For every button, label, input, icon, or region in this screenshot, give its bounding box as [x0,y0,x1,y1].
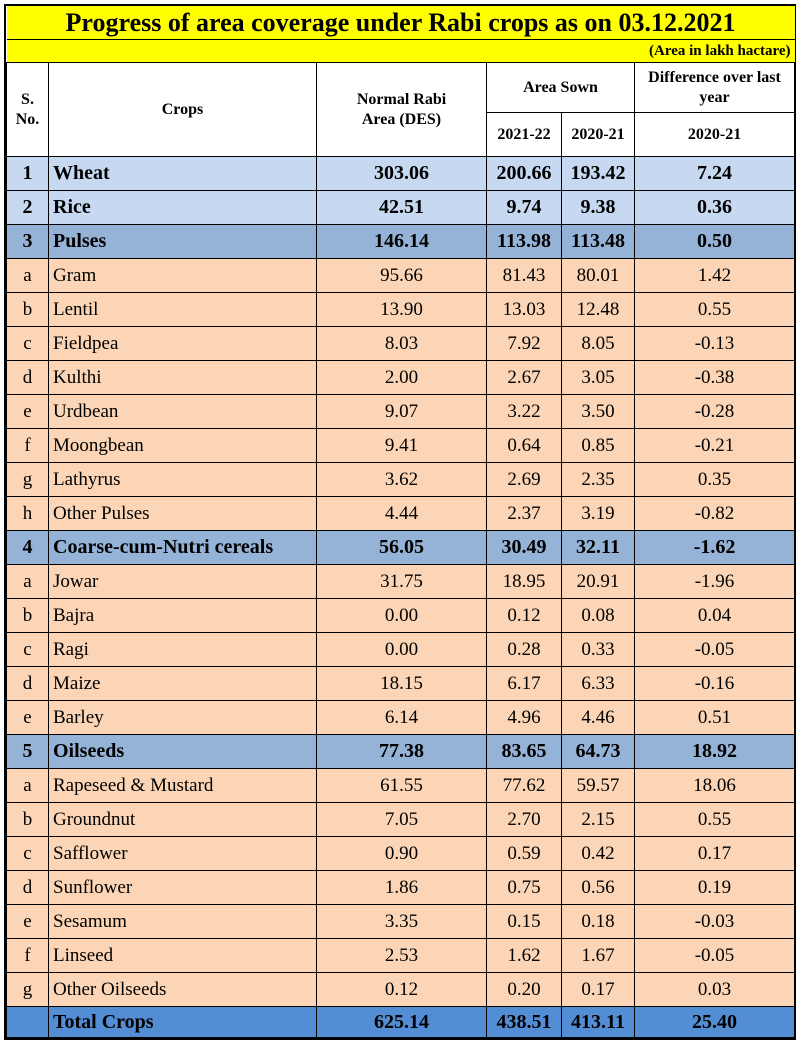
row-difference: 0.19 [635,871,795,905]
header-area-sown: Area Sown [487,63,635,113]
table-row [7,667,795,701]
row-normal-area: 0.00 [317,599,487,633]
row-sno: b [7,803,49,837]
table-row [7,497,795,531]
table-row [7,973,795,1007]
table-row [7,803,795,837]
row-sno: c [7,837,49,871]
row-area-2021-22: 200.66 [487,157,562,191]
row-area-2021-22: 13.03 [487,293,562,327]
row-sno: a [7,769,49,803]
row-difference: 0.50 [635,225,795,259]
row-sno: f [7,429,49,463]
row-area-2020-21: 0.18 [562,905,635,939]
table-row [7,395,795,429]
row-area-2021-22: 81.43 [487,259,562,293]
row-area-2021-22: 0.12 [487,599,562,633]
row-normal-area: 3.35 [317,905,487,939]
row-normal-area: 9.07 [317,395,487,429]
row-difference: 0.36 [635,191,795,225]
row-sno: a [7,259,49,293]
header-crops: Crops [49,63,317,157]
page-title: Progress of area coverage under Rabi crops as on 03.12.2021 [7,6,795,40]
row-normal-area: 0.00 [317,633,487,667]
row-sno: h [7,497,49,531]
row-sno: c [7,633,49,667]
row-crop: Kulthi [49,361,317,395]
table-row [7,327,795,361]
table-row [7,769,795,803]
table-row [7,429,795,463]
row-difference: 25.40 [635,1007,795,1038]
table-row [7,463,795,497]
row-area-2021-22: 0.15 [487,905,562,939]
row-area-2020-21: 20.91 [562,565,635,599]
row-crop: Rice [49,191,317,225]
table-row [7,157,795,191]
row-normal-area: 0.90 [317,837,487,871]
row-area-2021-22: 4.96 [487,701,562,735]
row-area-2021-22: 30.49 [487,531,562,565]
row-normal-area: 18.15 [317,667,487,701]
row-normal-area: 95.66 [317,259,487,293]
table-row [7,871,795,905]
row-area-2021-22: 2.37 [487,497,562,531]
row-normal-area: 625.14 [317,1007,487,1038]
table-row [7,361,795,395]
row-crop: Groundnut [49,803,317,837]
row-area-2020-21: 59.57 [562,769,635,803]
row-difference: 18.06 [635,769,795,803]
row-area-2020-21: 0.33 [562,633,635,667]
row-sno: b [7,293,49,327]
table-row [7,565,795,599]
row-area-2021-22: 6.17 [487,667,562,701]
row-crop: Jowar [49,565,317,599]
row-sno: e [7,701,49,735]
row-crop: Ragi [49,633,317,667]
row-sno: 5 [7,735,49,769]
row-crop: Moongbean [49,429,317,463]
row-sno: d [7,361,49,395]
row-area-2021-22: 0.64 [487,429,562,463]
row-sno: f [7,939,49,973]
table-row [7,225,795,259]
row-area-2021-22: 18.95 [487,565,562,599]
table-row [7,259,795,293]
table-row [7,701,795,735]
row-sno: d [7,871,49,905]
row-difference: -0.38 [635,361,795,395]
row-area-2020-21: 0.85 [562,429,635,463]
row-area-2021-22: 2.69 [487,463,562,497]
row-area-2021-22: 0.20 [487,973,562,1007]
row-sno: e [7,905,49,939]
row-area-2020-21: 113.48 [562,225,635,259]
row-normal-area: 3.62 [317,463,487,497]
row-crop: Barley [49,701,317,735]
row-area-2021-22: 113.98 [487,225,562,259]
rabi-crop-table [6,6,795,1038]
row-crop: Pulses [49,225,317,259]
row-sno: 1 [7,157,49,191]
row-area-2020-21: 193.42 [562,157,635,191]
row-area-2020-21: 0.56 [562,871,635,905]
row-crop: Coarse-cum-Nutri cereals [49,531,317,565]
row-crop: Lathyrus [49,463,317,497]
row-sno: e [7,395,49,429]
row-difference: 0.04 [635,599,795,633]
row-difference: -1.96 [635,565,795,599]
row-crop: Other Pulses [49,497,317,531]
header-normal-area: Normal Rabi Area (DES) [317,63,487,157]
row-normal-area: 2.53 [317,939,487,973]
row-normal-area: 8.03 [317,327,487,361]
row-normal-area: 2.00 [317,361,487,395]
header-difference: Difference over last year [635,63,795,113]
row-difference: -0.05 [635,633,795,667]
row-area-2021-22: 0.28 [487,633,562,667]
row-area-2021-22: 2.67 [487,361,562,395]
row-difference: 0.55 [635,293,795,327]
row-normal-area: 13.90 [317,293,487,327]
row-crop: Oilseeds [49,735,317,769]
table-row [7,191,795,225]
row-crop: Sunflower [49,871,317,905]
row-area-2020-21: 12.48 [562,293,635,327]
row-difference: 1.42 [635,259,795,293]
rabi-progress-sheet [4,4,796,1040]
row-sno: c [7,327,49,361]
row-difference: -0.13 [635,327,795,361]
row-area-2021-22: 77.62 [487,769,562,803]
row-crop: Urdbean [49,395,317,429]
row-difference: 18.92 [635,735,795,769]
row-area-2020-21: 3.19 [562,497,635,531]
row-sno: 4 [7,531,49,565]
row-difference: 7.24 [635,157,795,191]
row-area-2020-21: 413.11 [562,1007,635,1038]
row-normal-area: 77.38 [317,735,487,769]
row-difference: 0.55 [635,803,795,837]
row-normal-area: 1.86 [317,871,487,905]
table-row [7,837,795,871]
row-normal-area: 146.14 [317,225,487,259]
table-row [7,735,795,769]
row-area-2020-21: 64.73 [562,735,635,769]
row-difference: -0.82 [635,497,795,531]
row-area-2020-21: 0.42 [562,837,635,871]
row-crop: Linseed [49,939,317,973]
row-area-2021-22: 7.92 [487,327,562,361]
row-crop: Wheat [49,157,317,191]
row-normal-area: 9.41 [317,429,487,463]
row-normal-area: 42.51 [317,191,487,225]
table-row [7,293,795,327]
row-normal-area: 7.05 [317,803,487,837]
row-difference: 0.51 [635,701,795,735]
row-normal-area: 56.05 [317,531,487,565]
row-difference: 0.17 [635,837,795,871]
row-area-2020-21: 1.67 [562,939,635,973]
row-sno: g [7,973,49,1007]
unit-note: (Area in lakh hactare) [7,40,795,63]
row-sno: 3 [7,225,49,259]
table-row [7,905,795,939]
row-difference: 0.03 [635,973,795,1007]
row-difference: -0.28 [635,395,795,429]
row-crop: Fieldpea [49,327,317,361]
table-row [7,599,795,633]
row-area-2020-21: 2.15 [562,803,635,837]
row-area-2021-22: 438.51 [487,1007,562,1038]
row-crop: Gram [49,259,317,293]
row-area-2020-21: 0.08 [562,599,635,633]
row-difference: -1.62 [635,531,795,565]
row-normal-area: 61.55 [317,769,487,803]
row-sno: d [7,667,49,701]
row-area-2021-22: 2.70 [487,803,562,837]
table-row [7,531,795,565]
row-sno [7,1007,49,1038]
row-area-2021-22: 9.74 [487,191,562,225]
row-area-2020-21: 4.46 [562,701,635,735]
row-area-2021-22: 83.65 [487,735,562,769]
row-area-2020-21: 3.05 [562,361,635,395]
row-crop: Rapeseed & Mustard [49,769,317,803]
row-area-2021-22: 0.59 [487,837,562,871]
row-sno: a [7,565,49,599]
row-difference: -0.03 [635,905,795,939]
row-area-2021-22: 1.62 [487,939,562,973]
table-row [7,1007,795,1038]
row-sno: b [7,599,49,633]
row-crop: Total Crops [49,1007,317,1038]
row-normal-area: 6.14 [317,701,487,735]
row-area-2021-22: 3.22 [487,395,562,429]
row-crop: Sesamum [49,905,317,939]
row-difference: -0.16 [635,667,795,701]
row-area-2020-21: 6.33 [562,667,635,701]
row-crop: Other Oilseeds [49,973,317,1007]
row-area-2020-21: 0.17 [562,973,635,1007]
row-crop: Bajra [49,599,317,633]
row-area-2020-21: 8.05 [562,327,635,361]
header-year-2020-21: 2020-21 [562,113,635,157]
table-row [7,939,795,973]
row-sno: g [7,463,49,497]
row-normal-area: 4.44 [317,497,487,531]
row-difference: -0.21 [635,429,795,463]
row-area-2020-21: 9.38 [562,191,635,225]
row-area-2020-21: 32.11 [562,531,635,565]
row-crop: Lentil [49,293,317,327]
row-crop: Safflower [49,837,317,871]
row-crop: Maize [49,667,317,701]
row-difference: 0.35 [635,463,795,497]
row-area-2021-22: 0.75 [487,871,562,905]
row-sno: 2 [7,191,49,225]
row-area-2020-21: 80.01 [562,259,635,293]
row-area-2020-21: 2.35 [562,463,635,497]
row-normal-area: 31.75 [317,565,487,599]
row-area-2020-21: 3.50 [562,395,635,429]
row-normal-area: 0.12 [317,973,487,1007]
row-difference: -0.05 [635,939,795,973]
header-difference-year: 2020-21 [635,113,795,157]
row-normal-area: 303.06 [317,157,487,191]
header-year-2021-22: 2021-22 [487,113,562,157]
table-row [7,633,795,667]
header-sno: S. No. [7,63,49,157]
